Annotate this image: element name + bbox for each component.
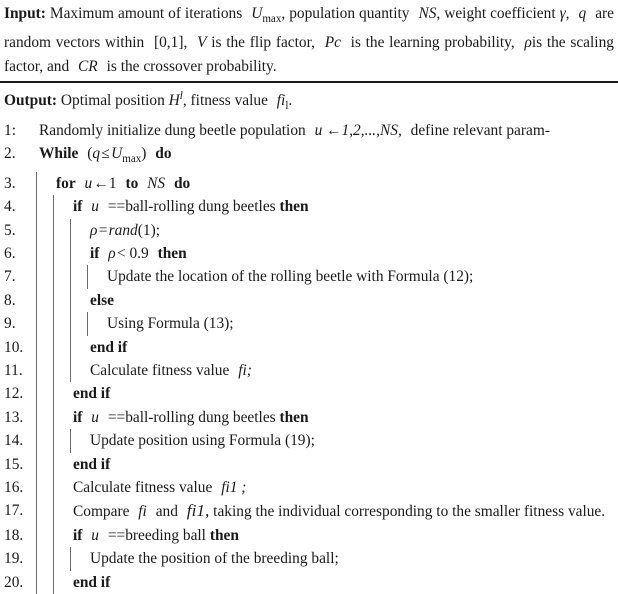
step-row-16 xyxy=(0,476,616,499)
indent-guide-l2 xyxy=(50,195,67,218)
input-text-9: is the crossover probability. xyxy=(106,57,277,75)
step-text-18 xyxy=(67,524,616,547)
s6-then: then xyxy=(157,245,187,263)
indent-guide-l2 xyxy=(50,476,67,499)
indent-guide-l2 xyxy=(50,499,67,523)
indent-guide-l3 xyxy=(67,359,84,382)
s2-while: While xyxy=(39,145,79,163)
step-row-19 xyxy=(0,547,616,570)
step-number-4: 4. xyxy=(4,198,16,216)
indent-guide-l1 xyxy=(33,499,50,523)
indent-guide-l1 xyxy=(33,524,50,547)
s13-then: then xyxy=(279,408,309,426)
s3-to: to xyxy=(125,174,139,192)
indent-guide-l2 xyxy=(50,547,67,570)
step-text-11 xyxy=(84,359,616,382)
input-text-4: , xyxy=(565,5,570,22)
steps-list xyxy=(0,119,618,594)
input-var-pc: Pc xyxy=(324,34,341,52)
indent-guide-l4 xyxy=(84,265,101,288)
indent-guide-l2 xyxy=(50,242,67,265)
step-text-9: Using Formula (13); xyxy=(107,315,234,333)
input-text-1: Maximum amount of iterations xyxy=(49,5,243,22)
s3-init: u ←1 xyxy=(84,174,117,192)
step-text-15 xyxy=(67,453,616,476)
step-number-20: 20. xyxy=(4,573,24,591)
s1-a: Randomly initialize dung beetle population xyxy=(39,121,306,139)
s3-for: for xyxy=(56,174,76,192)
step-number-3: 3. xyxy=(4,174,16,192)
indent-guide-l3 xyxy=(67,312,84,335)
step-row-8 xyxy=(0,289,616,312)
output-section xyxy=(0,84,618,119)
step-number-15: 15. xyxy=(4,455,24,473)
input-var-rho: ρ xyxy=(524,34,532,52)
step-row-11 xyxy=(0,359,616,382)
indent-guide-l1 xyxy=(33,336,50,359)
step-text-5 xyxy=(84,219,616,242)
input-text-8: is the scaling factor, and xyxy=(4,34,614,75)
step-text-10 xyxy=(84,336,616,359)
s10-endif: end if xyxy=(90,338,128,356)
step-text-14: Update position using Formula (19); xyxy=(90,432,315,450)
input-text-6: is the flip factor, xyxy=(211,34,315,52)
indent-guide-l1 xyxy=(33,312,50,335)
s16-a: Calculate fitness value xyxy=(73,479,213,497)
step-text-3 xyxy=(50,172,616,195)
step-row-9 xyxy=(0,312,616,335)
step-number-10: 10. xyxy=(4,338,24,356)
s4-then: then xyxy=(279,198,309,216)
output-text-1: Optimal position xyxy=(60,92,165,110)
output-text-2: , fitness value xyxy=(182,92,268,110)
indent-guide-l1 xyxy=(33,406,50,429)
divider-rule-input-output xyxy=(0,81,618,83)
indent-guide-l3 xyxy=(67,547,84,570)
step-number-13: 13. xyxy=(4,408,24,426)
indent-guide-l4 xyxy=(84,312,101,335)
step-row-14 xyxy=(0,429,616,452)
indent-guide-l1 xyxy=(33,453,50,476)
indent-guide-l2 xyxy=(50,524,67,547)
input-var-umax: $U_{max}$ xyxy=(251,5,282,26)
indent-guide-l2 xyxy=(50,312,67,335)
indent-guide-l1 xyxy=(33,382,50,405)
step-row-3 xyxy=(0,172,616,195)
step-text-1 xyxy=(33,119,616,142)
step-text-6 xyxy=(84,242,616,265)
output-label: Output: xyxy=(4,92,58,110)
indent-guide-l2 xyxy=(50,289,67,312)
s6-if: if xyxy=(90,245,100,263)
s4-if: if xyxy=(73,198,83,216)
s18-cond: ==breeding ball xyxy=(107,526,206,544)
step-number-14: 14. xyxy=(4,432,24,450)
step-number-5: 5. xyxy=(4,221,16,239)
step-row-6 xyxy=(0,242,616,265)
indent-guide-l2 xyxy=(50,571,67,594)
step-text-12 xyxy=(67,382,616,405)
s2-condition: (q ≤ $U_{max}$) xyxy=(87,145,147,166)
s18-u: u xyxy=(91,526,99,544)
step-text-13 xyxy=(67,406,616,429)
s11-fi: fi; xyxy=(238,362,252,380)
input-var-q: q xyxy=(578,5,587,22)
step-text-8 xyxy=(84,289,616,312)
s20-endif: end if xyxy=(73,573,111,591)
indent-guide-l1 xyxy=(33,219,50,242)
input-label: Input: xyxy=(4,5,46,22)
step-row-10 xyxy=(0,336,616,359)
s8-else: else xyxy=(90,291,114,309)
indent-guide-l1 xyxy=(33,195,50,218)
indent-guide-l2 xyxy=(50,406,67,429)
step-text-16 xyxy=(67,476,616,499)
s17-and: and xyxy=(155,503,178,521)
step-text-17 xyxy=(67,499,616,523)
input-interval: [0,1], xyxy=(153,34,188,52)
step-number-6: 6. xyxy=(4,245,16,263)
output-var-fi: $fi_l$. xyxy=(276,92,293,113)
step-row-18 xyxy=(0,524,616,547)
s1-math: u ←1,2,...,NS, xyxy=(314,121,402,139)
s17-fi1: fi1, xyxy=(186,501,210,521)
indent-guide-l1 xyxy=(33,242,50,265)
s1-b: define relevant param- xyxy=(410,121,550,139)
s4-u: u xyxy=(91,198,99,216)
indent-guide-l1 xyxy=(33,359,50,382)
step-text-7: Update the location of the rolling beetle with Formula (12); xyxy=(107,268,474,286)
input-var-cr: CR xyxy=(78,57,98,75)
input-text-7: is the learning probability, xyxy=(350,34,515,52)
indent-guide-l2 xyxy=(50,382,67,405)
output-var-h: $H^l$ xyxy=(168,90,183,110)
step-row-17 xyxy=(0,499,616,523)
indent-guide-l1 xyxy=(33,476,50,499)
input-section xyxy=(0,0,618,79)
step-number-8: 8. xyxy=(4,291,16,309)
input-var-v: V xyxy=(197,34,207,52)
s5-assign: ρ = rand(1); xyxy=(90,221,160,239)
s15-endif: end if xyxy=(73,455,111,473)
indent-guide-l3 xyxy=(67,265,84,288)
step-row-20 xyxy=(0,571,616,594)
s17-a: Compare xyxy=(73,503,130,521)
indent-guide-l1 xyxy=(33,547,50,570)
indent-guide-l3 xyxy=(67,289,84,312)
indent-guide-l2 xyxy=(50,453,67,476)
s18-if: if xyxy=(73,526,83,544)
step-row-12 xyxy=(0,382,616,405)
input-text-5: are random vectors within xyxy=(4,5,614,52)
indent-guide-l1 xyxy=(33,289,50,312)
s13-cond: ==ball-rolling dung beetles xyxy=(107,408,276,426)
indent-guide-l1 xyxy=(33,265,50,288)
step-number-1: 1: xyxy=(4,121,16,139)
s16-fi1: fi1 ; xyxy=(221,479,247,497)
step-number-19: 19. xyxy=(4,550,24,568)
step-number-18: 18. xyxy=(4,526,24,544)
indent-guide-l3 xyxy=(67,336,84,359)
indent-guide-l3 xyxy=(67,219,84,242)
indent-guide-l2 xyxy=(50,265,67,288)
s13-u: u xyxy=(91,408,99,426)
s4-cond: ==ball-rolling dung beetles xyxy=(107,198,276,216)
step-row-1 xyxy=(0,119,616,142)
step-row-7 xyxy=(0,265,616,288)
s18-then: then xyxy=(209,526,239,544)
indent-guide-l2 xyxy=(50,336,67,359)
step-row-5 xyxy=(0,219,616,242)
input-text-2: , population quantity xyxy=(281,5,410,22)
s17-fi: fi xyxy=(138,503,147,521)
indent-guide-l3 xyxy=(67,429,84,452)
step-text-19: Update the position of the breeding ball; xyxy=(90,550,339,568)
step-row-2 xyxy=(0,142,616,171)
step-number-2: 2. xyxy=(4,145,16,163)
s12-endif: end if xyxy=(73,385,111,403)
step-number-12: 12. xyxy=(4,385,24,403)
step-text-4 xyxy=(67,195,616,218)
step-number-9: 9. xyxy=(4,315,16,333)
step-text-2 xyxy=(33,142,616,171)
s11-a: Calculate fitness value xyxy=(90,362,230,380)
step-row-15 xyxy=(0,453,616,476)
s13-if: if xyxy=(73,408,83,426)
step-number-17: 17. xyxy=(4,502,24,520)
indent-guide-l2 xyxy=(50,219,67,242)
step-number-16: 16. xyxy=(4,479,24,497)
indent-guide-l1 xyxy=(33,172,50,195)
s2-do: do xyxy=(155,145,172,163)
input-var-gamma: γ xyxy=(559,5,566,22)
input-text-3: , weight coefficient xyxy=(436,5,556,22)
step-number-7: 7. xyxy=(4,268,16,286)
step-text-20 xyxy=(67,571,616,594)
indent-guide-l2 xyxy=(50,359,67,382)
s6-cond: ρ < 0.9 xyxy=(108,245,149,263)
s3-ns: NS xyxy=(147,174,166,192)
indent-guide-l1 xyxy=(33,429,50,452)
s17-b: taking the individual corresponding to the smaller fitness value. xyxy=(213,503,606,521)
indent-guide-l3 xyxy=(67,242,84,265)
step-row-4 xyxy=(0,195,616,218)
step-row-13 xyxy=(0,406,616,429)
step-number-11: 11. xyxy=(4,362,23,380)
input-paragraph xyxy=(4,2,616,78)
input-var-ns: NS xyxy=(418,5,437,22)
indent-guide-l1 xyxy=(33,571,50,594)
indent-guide-l2 xyxy=(50,429,67,452)
s3-do: do xyxy=(173,174,191,192)
